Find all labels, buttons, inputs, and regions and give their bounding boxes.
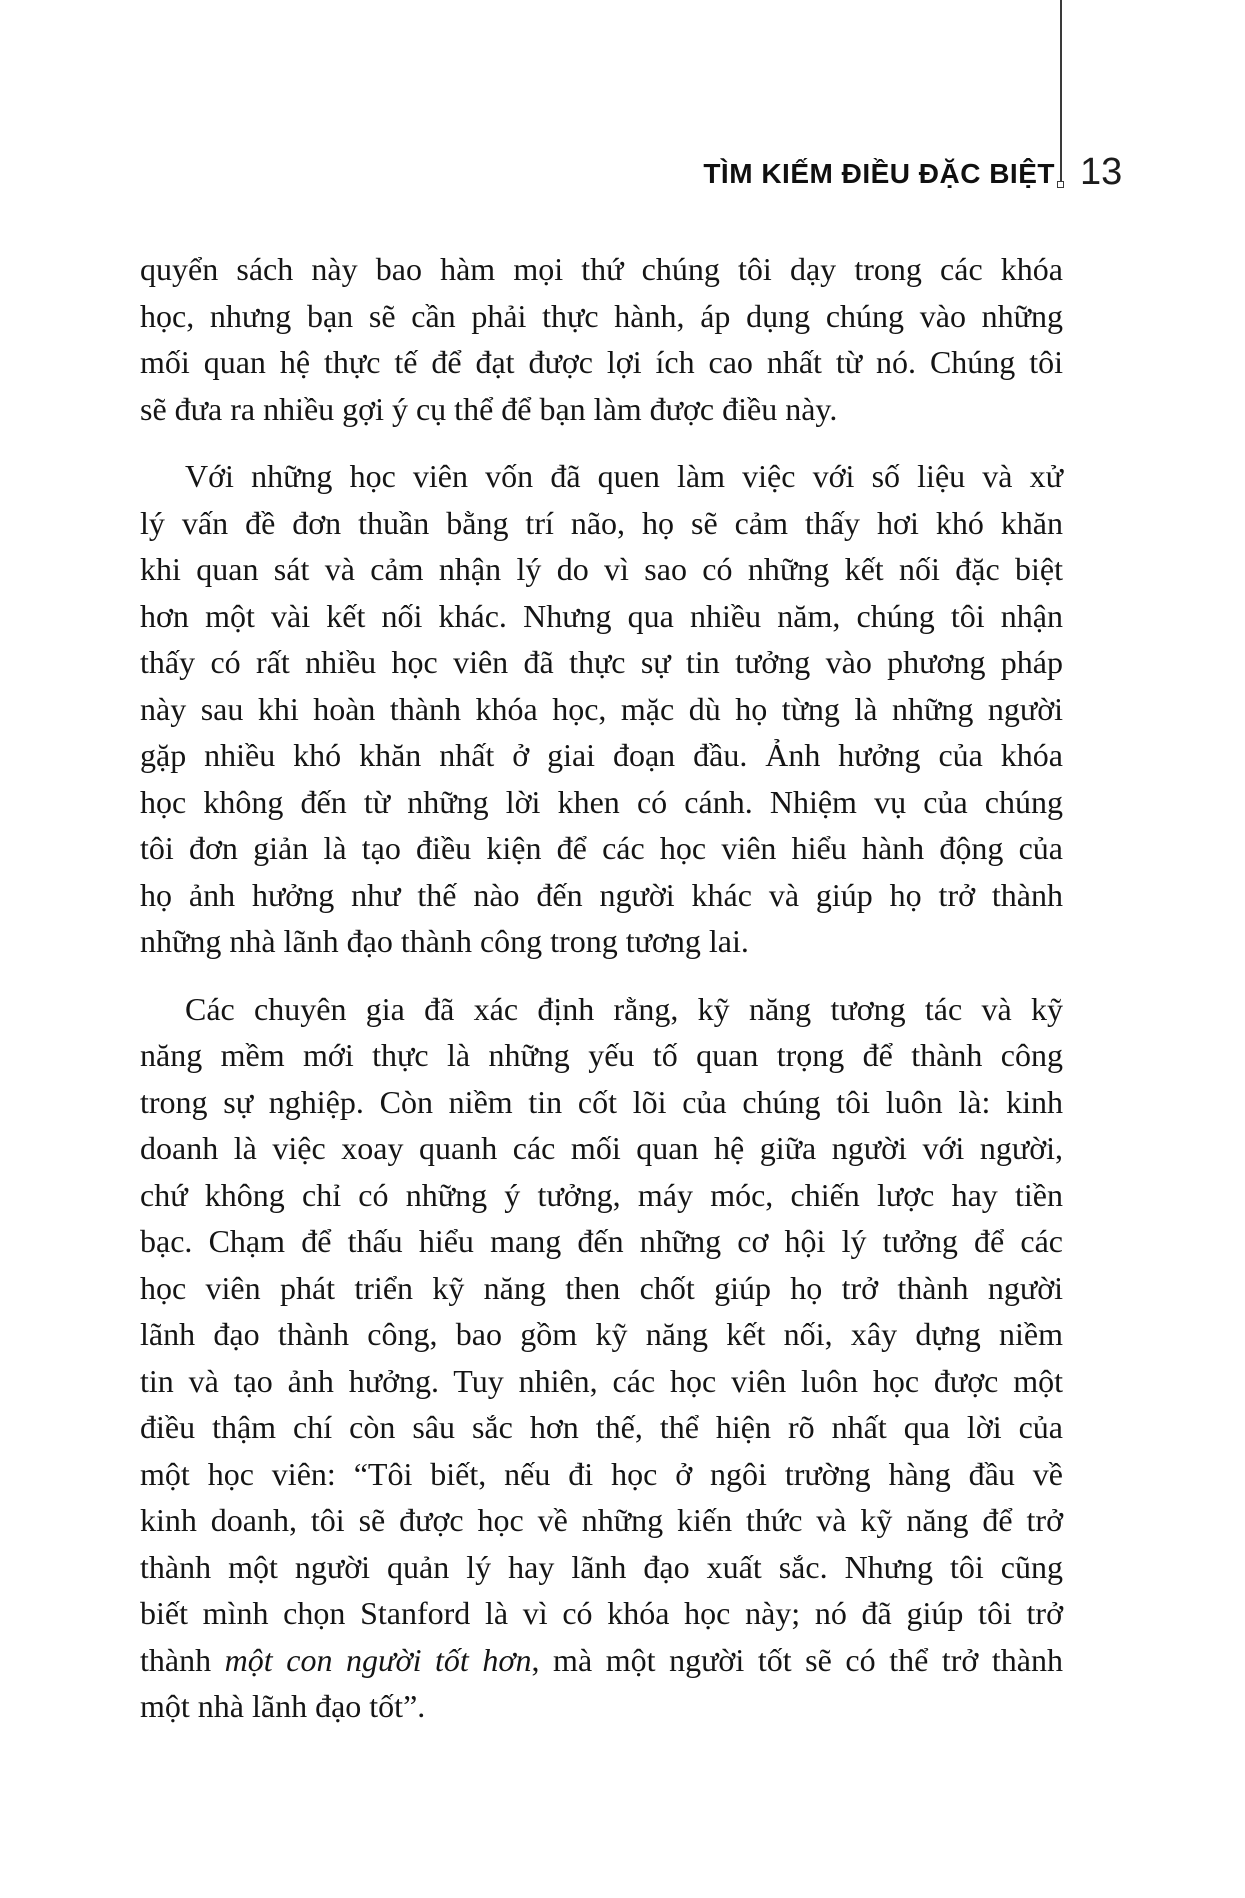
text-line: lãnh đạo thành công, bao gồm kỹ năng kết nối, xây dựng niềm [140,1316,1063,1352]
text-line: học không đến từ những lời khen có cánh. Nhiệm vụ của chúng [140,783,1063,820]
text-line: mối quan hệ thực tế để đạt được lợi ích cao nhất từ nó. Chúng tôi [140,344,1063,380]
text-line: chứ không chỉ có những ý tưởng, máy móc, chiến lược hay tiền [140,1176,1063,1213]
text-line: lý vấn đề đơn thuần bằng trí não, họ sẽ cảm thấy hơi khó khăn [140,504,1063,541]
text-line: học, nhưng bạn sẽ cần phải thực hành, áp dụng chúng vào những [140,297,1063,334]
text-line: bạc. Chạm để thấu hiểu mang đến những cơ hội lý tưởng để các [140,1223,1063,1259]
text-line: một học viên: “Tôi biết, nếu đi học ở ngôi trường hàng đầu về [140,1455,1063,1492]
paragraph-2 [140,453,1063,965]
paragraph-1 [140,246,1063,432]
text-line: tin và tạo ảnh hưởng. Tuy nhiên, các học viên luôn học được một [140,1362,1063,1399]
text-line: gặp nhiều khó khăn nhất ở giai đoạn đầu. Ảnh hưởng của khóa [140,737,1063,773]
page-number: 13 [1080,151,1123,193]
text-line: Với những học viên vốn đã quen làm việc với số liệu và xử [185,458,1063,494]
text-line: doanh là việc xoay quanh các mối quan hệ giữa người với người, [140,1130,1063,1166]
italic-text-segment: một con người tốt hơn [224,1641,532,1678]
text-line: kinh doanh, tôi sẽ được học về những kiến thức và kỹ năng để trở [140,1502,1063,1538]
text-line: một nhà lãnh đạo tốt”. [140,1688,426,1724]
text-line: biết mình chọn Stanford là vì có khóa học này; nó đã giúp tôi trở [140,1595,1063,1631]
text-line: thấy có rất nhiều học viên đã thực sự tin tưởng vào phương pháp [140,644,1063,680]
header-vertical-rule [1060,0,1062,181]
body-text-block [140,246,1063,1730]
running-header-chapter-title: TÌM KIẾM ĐIỀU ĐẶC BIỆT [703,158,1055,189]
text-line: khi quan sát và cảm nhận lý do vì sao có những kết nối đặc biệt [140,551,1063,587]
text-line: thành một người quản lý hay lãnh đạo xuất sắc. Nhưng tôi cũng [140,1548,1063,1585]
text-segment: , mà một người tốt sẽ có thể trở thành [531,1641,1063,1678]
text-segment: thành [140,1641,225,1678]
header-rule-dot [1057,181,1064,188]
text-line: học viên phát triển kỹ năng then chốt giúp họ trở thành người [140,1269,1063,1306]
text-line: sẽ đưa ra nhiều gợi ý cụ thể để bạn làm được điều này. [140,390,838,427]
text-line: họ ảnh hưởng như thế nào đến người khác và giúp họ trở thành [140,876,1063,913]
text-line: năng mềm mới thực là những yếu tố quan trọng để thành công [140,1037,1063,1073]
text-line: Các chuyên gia đã xác định rằng, kỹ năng tương tác và kỹ [185,990,1063,1027]
text-line-with-italic [140,1637,1063,1684]
text-line: trong sự nghiệp. Còn niềm tin cốt lõi của chúng tôi luôn là: kinh [140,1083,1063,1120]
text-line: quyển sách này bao hàm mọi thứ chúng tôi dạy trong các khóa [140,251,1063,287]
text-line: hơn một vài kết nối khác. Nhưng qua nhiều năm, chúng tôi nhận [140,597,1063,634]
paragraph-3 [140,986,1063,1730]
text-line: những nhà lãnh đạo thành công trong tương lai. [140,923,749,959]
text-line: điều thậm chí còn sâu sắc hơn thế, thể hiện rõ nhất qua lời của [140,1409,1063,1445]
text-line: này sau khi hoàn thành khóa học, mặc dù họ từng là những người [140,690,1063,727]
text-line: tôi đơn giản là tạo điều kiện để các học viên hiểu hành động của [140,830,1063,866]
